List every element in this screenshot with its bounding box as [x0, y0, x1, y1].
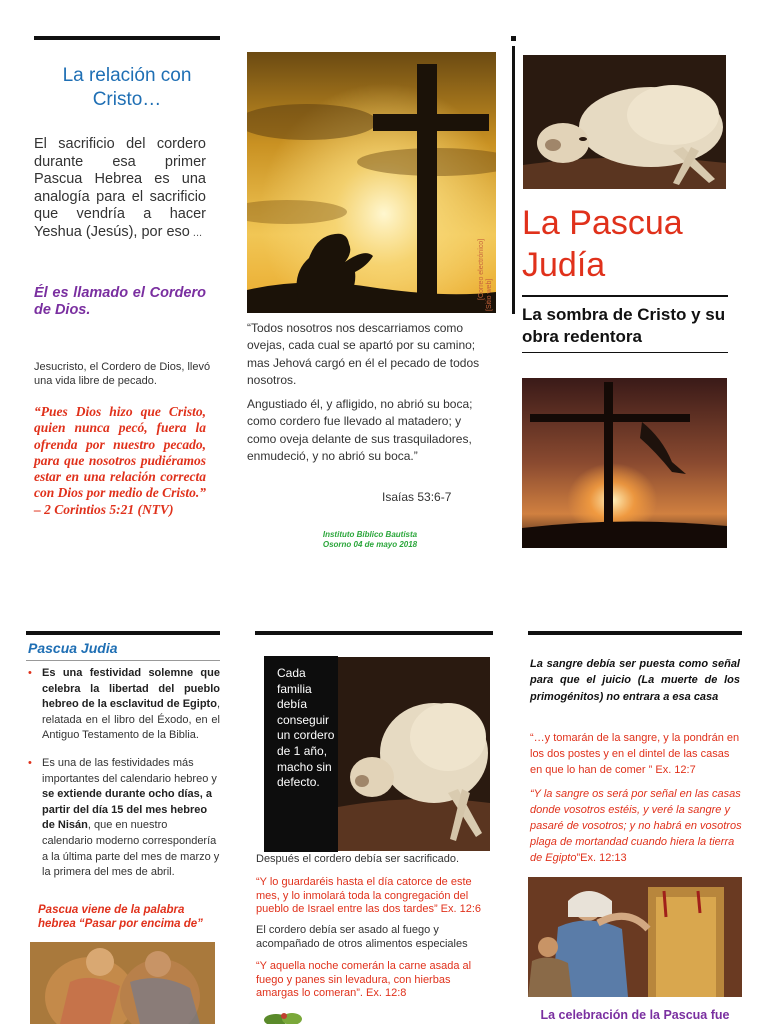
image-caption-web: [Sitio web]: [486, 278, 493, 311]
col1-heading: La relación con Cristo…: [62, 65, 192, 110]
divider-top-mark: [511, 36, 516, 41]
pascua-judia-heading: Pascua Judia: [28, 640, 118, 656]
bottom1-top-rule: [26, 631, 220, 635]
pascua-fact-1-bold: Es una festividad solemne que celebra la libertad del pueblo hebreo de la esclavitud de Egipto: [42, 667, 220, 711]
main-title-line-2: Judía: [522, 246, 606, 284]
subtitle: La sombra de Cristo y su obra redentora: [522, 305, 726, 346]
main-title: [522, 202, 742, 286]
exodus-12-13-text: “Y la sangre os será por señal en las casas donde vosotros estéis, y veré la sangre y pasaré de vosotros; y no habrá en vosotros plaga de mortandad cuando hiera la tierra de Egipto: [530, 788, 742, 864]
exodus-12-6-verse: “Y lo guardaréis hasta el día catorce de este mes, y lo inmolará toda la congregación del pueblo de Israel entre las dos tardes” Ex. 12:6: [256, 876, 482, 916]
lamb-image-small: [338, 657, 490, 851]
exodus-12-8-verse: “Y aquella noche comerán la carne asada al fuego y panes sin levadura, con hierbas amargas lo comeran”. Ex. 12:8: [256, 960, 472, 1000]
blood-sign-heading: La sangre debía ser puesta como señal para que el juicio (La muerte de los primogénitos) no entrara a esa casa: [530, 658, 740, 703]
column-divider: [512, 46, 515, 314]
col1-top-rule: [34, 36, 220, 40]
lamb-image: [523, 55, 726, 189]
subtitle-rule: [522, 352, 728, 353]
pascua-fact-2: [32, 756, 220, 881]
pascua-fact-2-rest: , que en nuestro calendario moderno correspondería a la última parte del mes de marzo y la primera del mes de abril.: [42, 819, 220, 879]
institute-name: Instituto Bíblico Bautista: [322, 530, 418, 539]
lamb-of-god-title: Él es llamado el Cordero de Dios.: [34, 285, 206, 318]
exodus-12-13-ref: ”Ex. 12:13: [576, 852, 627, 864]
passover-celebration-footer: La celebración de la Pascua fue: [540, 1008, 730, 1022]
institute-date: Osorno 04 de mayo 2018: [322, 540, 418, 549]
pascua-meaning-note: Pascua viene de la palabra hebrea “Pasar por encima de”: [38, 904, 203, 930]
hebrews-painting-image: [30, 942, 215, 1024]
sacrifice-text: Después el cordero debía ser sacrificado.: [256, 853, 459, 865]
herbs-image: [262, 1010, 312, 1024]
jesus-text: Jesucristo, el Cordero de Dios, llevó una vida libre de pecado.: [34, 361, 211, 387]
bottom3-top-rule: [528, 631, 742, 635]
isaiah-reference: Isaías 53:6-7: [382, 490, 452, 504]
pascua-fact-1: [32, 666, 220, 744]
cross-sunset-image: [247, 52, 496, 313]
pascua-facts-list: [32, 666, 220, 891]
exodus-12-13-verse: [530, 786, 742, 866]
isaiah-quote-1: “Todos nosotros nos descarriamos como ovejas, cada cual se apartó por su camino; mas Jehová cargó en él el pecado de todos nosotros.: [247, 321, 480, 387]
pascua-fact-2-bold: se extiende durante ocho días, a partir del día 15 del mes hebreo de Nisán: [42, 788, 212, 832]
col1-intro-ellipsis: ...: [189, 226, 203, 239]
image-caption-email: [Correo electrónico]: [478, 238, 485, 300]
title-rule: [522, 295, 728, 297]
bottom2-top-rule: [255, 631, 493, 635]
col1-intro: [34, 136, 206, 242]
passover-door-image: [528, 877, 742, 997]
isaiah-quote-2: Angustiado él, y afligido, no abrió su boca; como cordero fue llevado al matadero; y como oveja delante de sus trasquiladores, enmudeció, y no abrió su boca.”: [247, 397, 473, 463]
cross-cloth-image: [522, 378, 727, 548]
main-title-line-1: La Pascua: [522, 204, 683, 242]
pascua-fact-1-rest: , relatada en el libro del Éxodo, en el Antiguo Testamento de la Biblia.: [42, 698, 220, 742]
roasting-text: El cordero debía ser asado al fuego y acompañado de otros alimentos especiales: [256, 924, 468, 950]
lamb-requirements-text: Cada familia debía conseguir un cordero de 1 año, macho sin defecto.: [277, 666, 335, 790]
bottom1-heading-rule: [26, 660, 220, 661]
corinthians-verse: “Pues Dios hizo que Cristo, quien nunca pecó, fuera la ofrenda por nuestro pecado, para que nosotros pudiéramos estar en una relación correcta con Dios por medio de Cristo.” – 2 Corintios 5:21 (NTV): [34, 404, 206, 517]
col1-intro-text: El sacrificio del cordero durante esa primer Pascua Hebrea es una analogía para el sacrificio que vendría a hacer Yeshua (Jesús), por eso: [34, 136, 206, 240]
exodus-12-7-verse: “…y tomarán de la sangre, y la pondrán en los dos postes y en el dintel de las casas en que lo han de comer ” Ex. 12:7: [530, 732, 740, 776]
pascua-fact-2-start: Es una de las festividades más importantes del calendario hebreo y: [42, 756, 217, 785]
